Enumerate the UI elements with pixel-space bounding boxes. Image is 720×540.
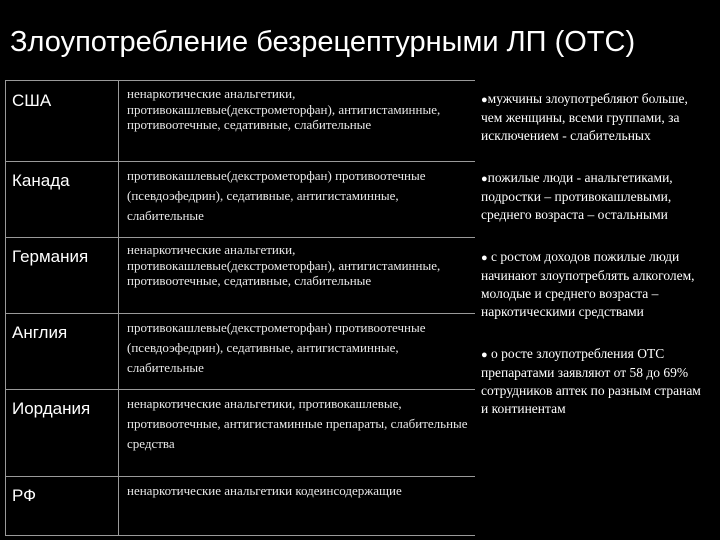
table-row (6, 81, 475, 162)
country-table (5, 80, 475, 536)
country-name: Англия (6, 313, 119, 389)
country-name: РФ (6, 476, 119, 535)
bullet-icon: ● (481, 94, 488, 106)
drug-list: ненаркотические анальгетики, противокашлевые(декстрометорфан), антигистаминные, противоотечные, седативные, слабительные (127, 242, 441, 288)
note-item (481, 169, 707, 224)
table-row (6, 313, 475, 390)
bullet-icon: ● (481, 252, 488, 264)
note-item (481, 90, 707, 145)
notes-column (481, 90, 707, 418)
country-name: США (6, 81, 119, 161)
table-row (6, 476, 475, 536)
drug-list: противокашлевые(декстрометорфан) противоотечные (псевдоэфедрин), седативные, антигистаминные, слабительные (127, 168, 426, 223)
country-name: Германия (6, 237, 119, 313)
bullet-icon: ● (481, 173, 488, 185)
note-item (481, 248, 707, 321)
drug-list: ненаркотические анальгетики, противокашлевые(декстрометорфан), антигистаминные, противоотечные, седативные, слабительные (127, 86, 441, 132)
note-text: о росте злоупотребления ОТС препаратами заявляют от 58 до 69% сотрудников аптек по разным странам и континентам (481, 346, 701, 416)
drug-list: противокашлевые(декстрометорфан) противоотечные (псевдоэфедрин), седативные, антигистаминные, слабительные (127, 320, 426, 375)
table-row (6, 389, 475, 477)
note-text: пожилые люди - анальгетиками, подростки – противокашлевыми, среднего возраста – остальными (481, 170, 673, 222)
note-text: с ростом доходов пожилые люди начинают злоупотреблять алкоголем, молодые и среднего возраста – наркотическими средствами (481, 249, 695, 319)
slide-title: Злоупотребление безрецептурными ЛП (ОТС) (10, 26, 636, 58)
drug-list: ненаркотические анальгетики кодеинсодержащие (127, 483, 402, 498)
country-name: Канада (6, 161, 119, 237)
note-text: мужчины злоупотребляют больше, чем женщины, всеми группами, за исключением - слабительных (481, 91, 688, 143)
table-row (6, 237, 475, 314)
country-name: Иордания (6, 389, 119, 476)
drug-list: ненаркотические анальгетики, противокашлевые, противоотечные, антигистаминные препараты, слабительные средства (127, 396, 468, 451)
table-row (6, 161, 475, 238)
note-item (481, 345, 707, 418)
bullet-icon: ● (481, 349, 488, 361)
